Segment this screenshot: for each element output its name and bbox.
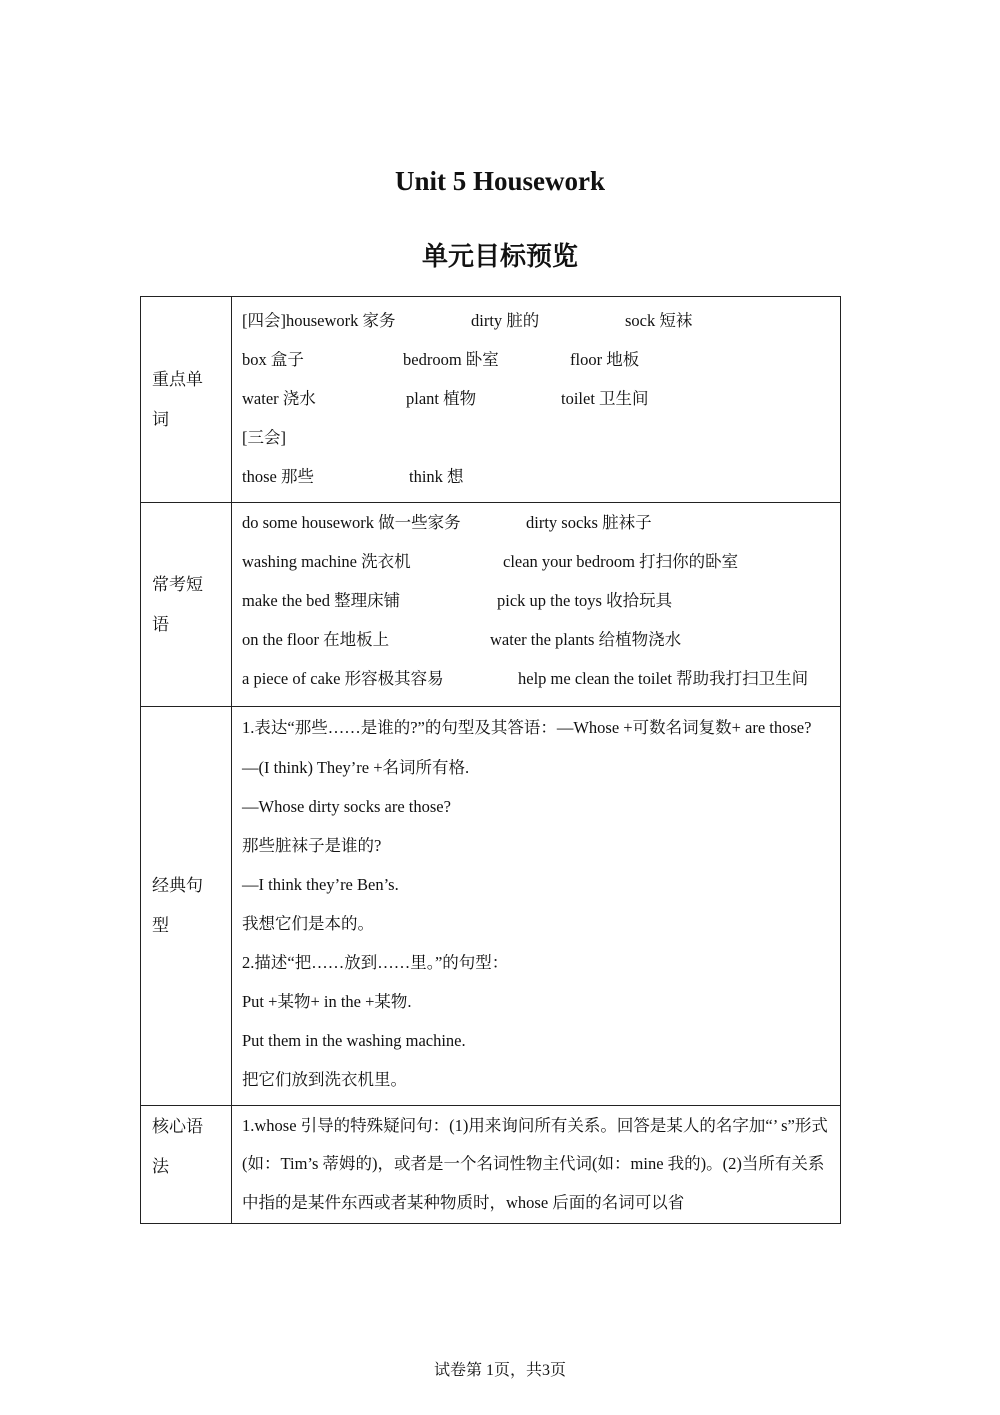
phrase-item: pick up the toys 收拾玩具: [497, 591, 673, 610]
phrase-line: [242, 659, 830, 698]
section-subtitle: 单元目标预览: [421, 242, 578, 272]
phrase-item: do some housework 做一些家务: [242, 513, 461, 532]
words-line: [242, 301, 830, 340]
sentence-line: Put them in the washing machine.: [242, 1030, 466, 1050]
words-cell: [232, 297, 841, 503]
words-line: [242, 418, 830, 457]
phrase-item: clean your bedroom 打扫你的卧室: [503, 552, 739, 571]
sentence-line: 那些脏袜子是谁的?: [242, 835, 382, 855]
word-item: plant 植物: [406, 389, 477, 408]
sentence-line: Put +某物+ in the +某物.: [242, 991, 412, 1011]
phrase-item: a piece of cake 形容极其容易: [242, 669, 444, 688]
page-footer: 试卷第 1页，共3页: [433, 1362, 566, 1379]
table-row-grammar: [141, 1105, 841, 1223]
phrase-line: [242, 542, 830, 581]
phrase-item: washing machine 洗衣机: [242, 552, 411, 571]
phrases-cell: [232, 503, 841, 707]
unit-title: Unit 5 Housework: [394, 166, 605, 196]
grammar-cell: [232, 1105, 841, 1223]
phrase-line: [242, 620, 830, 659]
word-item: floor 地板: [570, 350, 640, 369]
phrase-line: [242, 581, 830, 620]
table-row-sentences: [141, 707, 841, 1106]
sentence-line: 2.描述“把……放到……里。”的句型：: [242, 952, 509, 972]
sentences-cell: [232, 707, 841, 1106]
preview-table: [140, 296, 841, 1224]
row-label-words: 重点单词: [141, 297, 232, 503]
word-item: those 那些: [242, 467, 314, 486]
phrase-item: help me clean the toilet 帮助我打扫卫生间: [518, 669, 809, 688]
word-item: [三会]: [242, 428, 286, 447]
table-row-phrases: [141, 503, 841, 707]
phrase-item: on the floor 在地板上: [242, 630, 390, 649]
word-item: dirty 脏的: [471, 311, 540, 330]
table-row-words: [141, 297, 841, 503]
sentence-line: —I think they’re Ben’s.: [242, 874, 399, 894]
words-line: [242, 340, 830, 379]
word-item: toilet 卫生间: [561, 389, 649, 408]
phrase-item: make the bed 整理床铺: [242, 591, 401, 610]
words-line: [242, 379, 830, 418]
word-item: box 盒子: [242, 350, 304, 369]
sentence-line: 1.表达“那些……是谁的?”的句型及其答语：—Whose +可数名词复数+ are those?: [242, 718, 812, 737]
row-label-phrases: 常考短语: [141, 503, 232, 707]
word-item: sock 短袜: [625, 311, 693, 330]
word-item: bedroom 卧室: [403, 350, 499, 369]
phrase-line: [242, 503, 830, 542]
word-item: think 想: [409, 467, 464, 486]
word-item: [四会]housework 家务: [242, 311, 396, 330]
sentence-line: 把它们放到洗衣机里。: [242, 1069, 407, 1089]
sentence-line: —Whose dirty socks are those?: [242, 796, 451, 816]
grammar-text: 1.whose 引导的特殊疑问句：(1)用来询问所有关系。回答是某人的名字加“’ s”形式(如：Tim’s 蒂姆的)，或者是一个名词性物主代词(如：mine 我的)。(2)当所有关系中指的是某件东西或者某种物质时，whose 后面的名词可以省: [242, 1115, 828, 1212]
phrase-item: dirty socks 脏袜子: [526, 513, 652, 532]
sentence-line: 我想它们是本的。: [242, 913, 374, 933]
row-label-sentences: 经典句型: [141, 707, 232, 1106]
words-line: [242, 457, 830, 496]
row-label-grammar: 核心语法: [141, 1105, 232, 1223]
phrase-item: water the plants 给植物浇水: [490, 630, 682, 649]
sentence-line: —(I think) They’re +名词所有格.: [242, 757, 470, 777]
word-item: water 浇水: [242, 389, 316, 408]
